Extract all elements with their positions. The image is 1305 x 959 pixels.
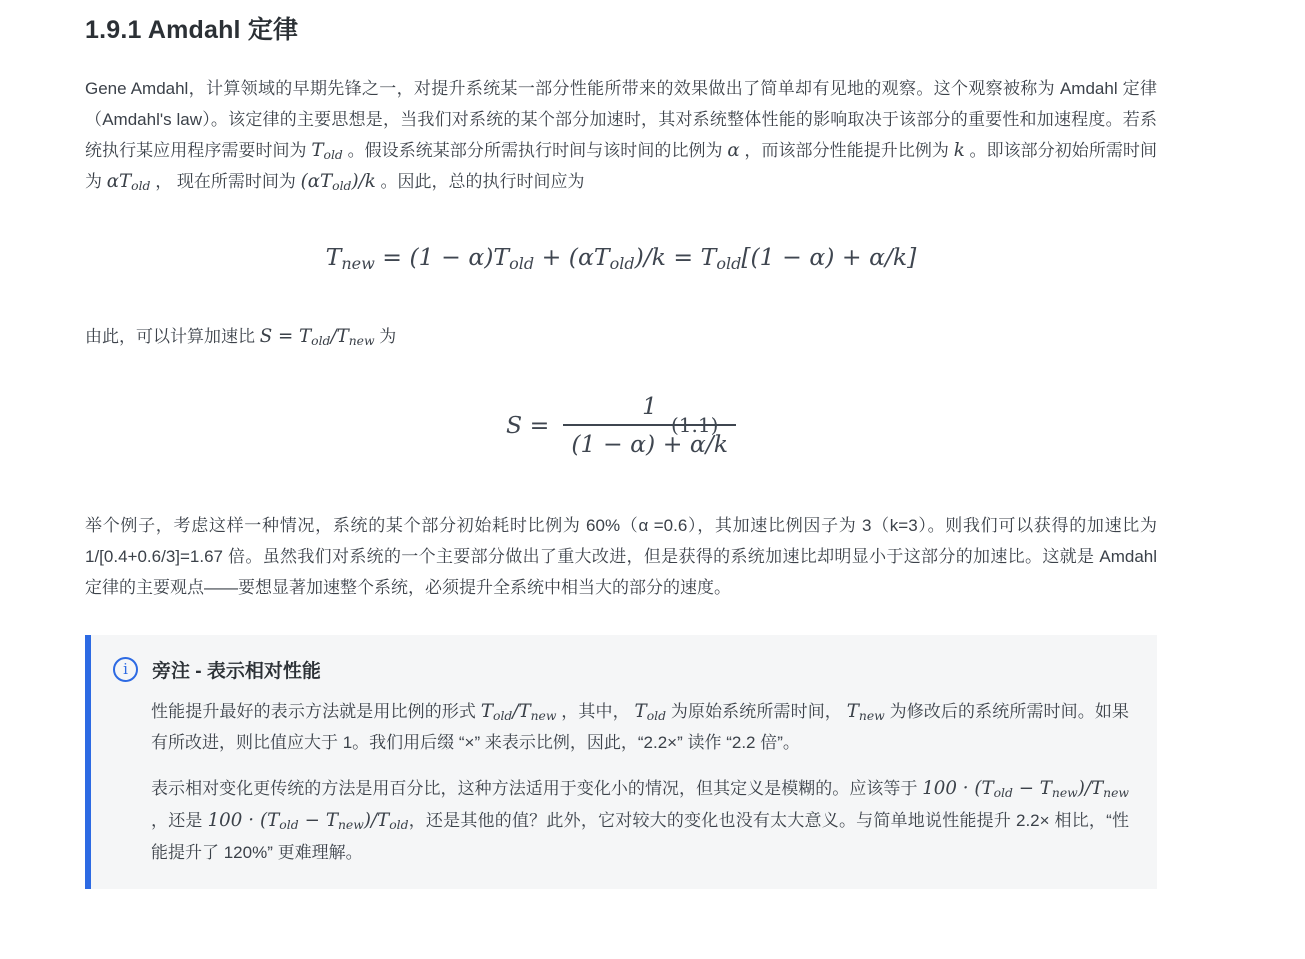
aside-header bbox=[113, 656, 1129, 683]
aside-title: 旁注 - 表示相对性能 bbox=[152, 661, 321, 682]
equation-number: (1.1) bbox=[671, 413, 719, 437]
article bbox=[85, 10, 1157, 889]
aside-paragraph-2: 表示相对变化更传统的方法是用百分比，这种方法适用于变化小的情况，但其定义是模糊的。应该等于 $100 \cdot (T_{old} - T_{new})/T_{new}$ ，还是 $100 \cdot (T_{old} - T_{new})/T_{old}$，还是其他的值？此外，它对较大的变化也没有太大意义。与简单地说性能提升 2.2× 相比，“性能提升了 120%” 更难理解。 bbox=[151, 778, 1129, 862]
speedup-formula-lhs: S = bbox=[506, 411, 550, 439]
info-icon-glyph: i bbox=[123, 660, 128, 678]
aside-body bbox=[151, 696, 1129, 869]
tnew-formula-math: $T_{new} = (1 - \alpha)T_{old} + (\alpha T_{old})/k = T_{old}[(1 - \alpha) + \alpha/k]$ bbox=[325, 243, 917, 273]
aside-paragraph-1: 性能提升最好的表示方法就是用比例的形式 $T_{old}/T_{new}$ ，其中， $T_{old}$ 为原始系统所需时间， $T_{new}$ 为修改后的系统所需时间。如果有所改进，则比值应大于 1。我们用后缀 “×” 来表示比例，因此，“2.2×” 读作 “2.2 倍”。 bbox=[151, 701, 1129, 752]
info-icon bbox=[113, 657, 138, 682]
intro-paragraph: Gene Amdahl，计算领域的早期先锋之一，对提升系统某一部分性能所带来的效果做出了简单却有见地的观察。这个观察被称为 Amdahl 定律（Amdahl's law）。该定律的主要思想是，当我们对系统的某个部分加速时，其对系统整体性能的影响取决于该部分的重要性和加速程度。若系统执行某应用程序需要时间为 $T_{old}$ 。假设系统某部分所需执行时间与该时间的比例为 α ，而该部分性能提升比例为 k 。即该部分初始所需时间为 $\alpha T_{old}$ ， 现在所需时间为 $(\alpha T_{old})/k$ 。因此，总的执行时间应为 bbox=[85, 79, 1157, 194]
fraction-numerator: 1 bbox=[563, 392, 736, 426]
speedup-formula bbox=[85, 392, 1157, 458]
tnew-formula bbox=[85, 243, 1157, 271]
example-paragraph: 举个例子，考虑这样一种情况，系统的某个部分初始耗时比例为 60%（α =0.6），其加速比例因子为 3（k=3）。则我们可以获得的加速比为 1/[0.4+0.6/3]=1.67 倍。虽然我们对系统的一个主要部分做出了重大改进，但是获得的系统加速比却明显小于这部分的加速比。这就是 Amdahl 定律的主要观点——要想显著加速整个系统，必须提升全系统中相当大的部分的速度。 bbox=[85, 516, 1157, 597]
fraction-denominator: (1 − α) + α/k bbox=[571, 430, 728, 458]
aside-callout bbox=[85, 635, 1157, 889]
speedup-intro-paragraph: 由此，可以计算加速比 $S = T_{old}/T_{new}$ 为 bbox=[85, 326, 397, 349]
section-heading: 1.9.1 Amdahl 定律 bbox=[85, 16, 299, 44]
